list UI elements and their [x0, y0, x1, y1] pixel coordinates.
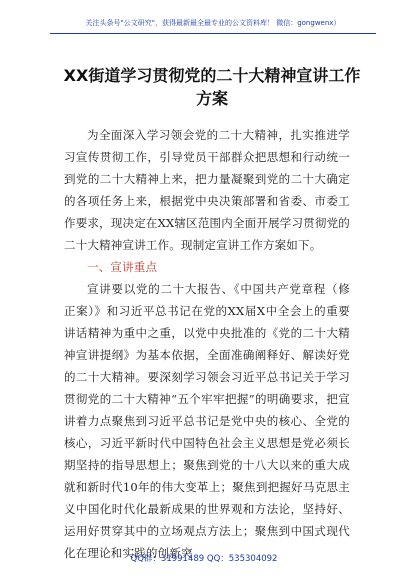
document-body [64, 124, 350, 564]
intro-paragraph: 为全面深入学习领会党的二十大精神，扎实推进学习宣传贯彻工作，引导党员干部群众把思想和行动统一到党的二十大精神上来，把力量凝聚到党的二十大确定的各项任务上来，根据党中央决策部署和省委、市委工作要求，现决定在XX辖区范围内全面开展学习贯彻党的二十大精神宣讲工作。现制定宣讲工作方案如下。 [64, 128, 350, 252]
page-header: 关注头条号"公文研究"，获得最新最全最专业的公文资料库！ 微信：gongwenx） [85, 19, 341, 27]
document-title: XX街道学习贯彻党的二十大精神宣讲工作方案 [63, 66, 361, 108]
section-paragraph: 宣讲要以党的二十大报告、《中国共产党章程（修正案）》和习近平总书记在党的XX届X中全会上的重要讲话精神为重中之重，以党中央批准的《党的二十大精神宣讲提纲》为基本依据，全面准确阐释好、解读好党的二十大精神。要深刻学习领会习近平总书记关于学习贯彻党的二十大精神“五个牢牢把握”的明确要求，把宣讲着力点聚焦到习近平总书记是党中央的核心、全党的核心，习近平新时代中国特色社会主义思想是党必须长期坚持的指导思想上；聚焦到党的十八大以来的重大成就和新时代10年的伟大变革上；聚焦到把握好马克思主义中国化时代化最新成果的世界观和方法论，坚持好、运用好贯穿其中的立场观点方法上；聚焦到中国式现代化在理论和实践的创新突 [64, 282, 350, 560]
header-divider [50, 33, 376, 34]
section-heading: 一、宣讲重点 [87, 260, 158, 274]
page-footer: QQ群：31991489 QQ：535304092 [130, 554, 278, 564]
